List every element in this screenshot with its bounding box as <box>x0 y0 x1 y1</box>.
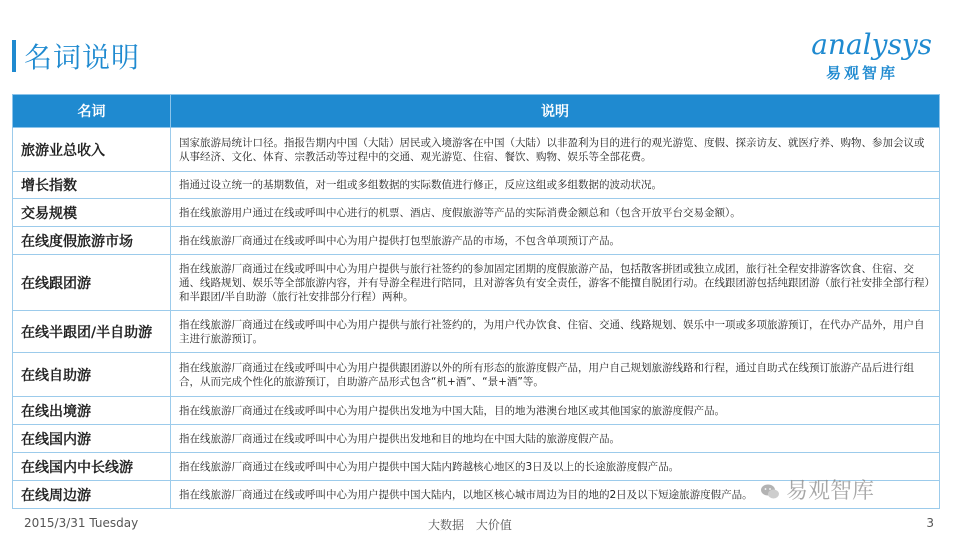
glossary-table <box>12 94 940 509</box>
term-cell: 旅游业总收入 <box>13 128 171 172</box>
table-header-row <box>13 95 940 128</box>
footer-date: 2015/3/31 Tuesday <box>24 516 139 530</box>
table-row <box>13 353 940 397</box>
term-cell: 在线出境游 <box>13 397 171 425</box>
logo-cn-text: 易观智库 <box>825 64 898 82</box>
page-number: 3 <box>926 516 934 530</box>
watermark-text: 易观智库 <box>786 479 875 504</box>
table-row <box>13 199 940 227</box>
wechat-icon <box>760 483 780 501</box>
table-row <box>13 255 940 311</box>
description-cell: 指在线旅游厂商通过在线或呼叫中心为用户提供与旅行社签约的参加固定团期的度假旅游产品，包括散客拼团或独立成团，旅行社全程安排游客饮食、住宿、交通、线路规划、娱乐等全部旅游内容，并有导游全程进行陪同，且对游客负有安全责任，游客不能擅自脱团行动。在线跟团游包括纯跟团游（旅行社安排全部行程）和半跟团/半自助游（旅行社安排部分行程）两种。 <box>171 255 940 311</box>
table-row <box>13 227 940 255</box>
column-header-description: 说明 <box>171 95 940 128</box>
term-cell: 交易规模 <box>13 199 171 227</box>
description-cell: 指在线旅游厂商通过在线或呼叫中心为用户提供打包型旅游产品的市场，不包含单项预订产品。 <box>171 227 940 255</box>
logo-text: analysys <box>811 28 932 61</box>
description-cell: 国家旅游局统计口径。指报告期内中国（大陆）居民或入境游客在中国（大陆）以非盈利为目的进行的观光游览、度假、探亲访友、就医疗养、购物、参加会议或从事经济、文化、体育、宗教活动等过程中的交通、观光游览、住宿、餐饮、购物、娱乐等全部花费。 <box>171 128 940 172</box>
term-cell: 在线国内中长线游 <box>13 453 171 481</box>
description-cell: 指在线旅游厂商通过在线或呼叫中心为用户提供与旅行社签约的，为用户代办饮食、住宿、交通、线路规划、娱乐中一项或多项旅游预订，在代办产品外，用户自主进行旅游预订。 <box>171 311 940 353</box>
description-cell: 指在线旅游厂商通过在线或呼叫中心为用户提供跟团游以外的所有形态的旅游度假产品，用户自己规划旅游线路和行程，通过自助式在线预订旅游产品后进行组合，从而完成个性化的旅游预订，自助游产品形式包含“机+酒”、“景+酒”等。 <box>171 353 940 397</box>
table-row <box>13 172 940 199</box>
term-cell: 在线度假旅游市场 <box>13 227 171 255</box>
term-cell: 在线半跟团/半自助游 <box>13 311 171 353</box>
description-cell: 指在线旅游厂商通过在线或呼叫中心为用户提供中国大陆内，以地区核心城市周边为目的地的2日及以下短途旅游度假产品。 <box>171 481 940 509</box>
description-cell: 指在线旅游厂商通过在线或呼叫中心为用户提供出发地为中国大陆，目的地为港澳台地区或其他国家的旅游度假产品。 <box>171 397 940 425</box>
term-cell: 在线国内游 <box>13 425 171 453</box>
title-accent-bar <box>12 40 16 72</box>
term-cell: 在线周边游 <box>13 481 171 509</box>
analysys-logo <box>792 28 932 84</box>
column-header-term: 名词 <box>13 95 171 128</box>
term-cell: 增长指数 <box>13 172 171 199</box>
description-cell: 指在线旅游用户通过在线或呼叫中心进行的机票、酒店、度假旅游等产品的实际消费金额总和（包含开放平台交易金额）。 <box>171 199 940 227</box>
term-cell: 在线自助游 <box>13 353 171 397</box>
description-cell: 指在线旅游厂商通过在线或呼叫中心为用户提供中国大陆内跨越核心地区的3日及以上的长途旅游度假产品。 <box>171 453 940 481</box>
table-row <box>13 397 940 425</box>
description-cell: 指通过设立统一的基期数值，对一组或多组数据的实际数值进行修正，反应这组或多组数据的波动状况。 <box>171 172 940 199</box>
page-title: 名词说明 <box>24 41 141 74</box>
table-row <box>13 128 940 172</box>
footer-slogan: 大数据 大价值 <box>428 518 512 532</box>
table-row <box>13 425 940 453</box>
wechat-watermark <box>760 474 874 505</box>
description-cell: 指在线旅游厂商通过在线或呼叫中心为用户提供出发地和目的地均在中国大陆的旅游度假产品。 <box>171 425 940 453</box>
term-cell: 在线跟团游 <box>13 255 171 311</box>
table-row <box>13 311 940 353</box>
